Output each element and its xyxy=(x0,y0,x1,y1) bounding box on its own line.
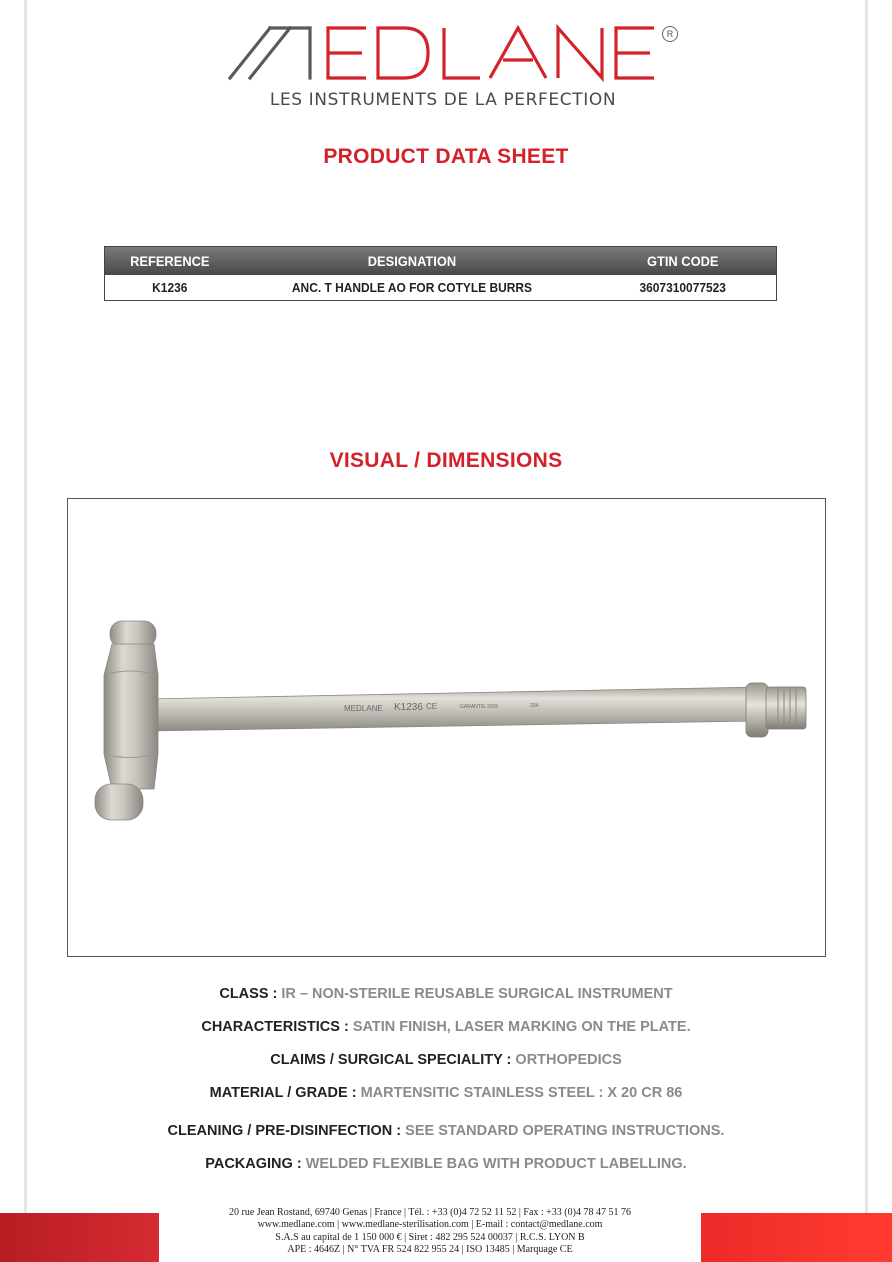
spec-material: MATERIAL / GRADE : MARTENSITIC STAINLESS STEEL : X 20 CR 86 xyxy=(209,1085,683,1101)
t-handle-illustration xyxy=(68,499,825,956)
registered-mark: R xyxy=(662,26,678,42)
reference-table xyxy=(104,246,777,301)
product-visual-frame xyxy=(67,498,826,957)
footer-registration: APE : 4646Z | N° TVA FR 524 822 955 24 | ISO 13485 | Marquage CE xyxy=(287,1244,573,1256)
spec-cleaning: CLEANING / PRE-DISINFECTION : SEE STANDARD OPERATING INSTRUCTIONS. xyxy=(167,1123,725,1139)
table-row xyxy=(105,274,776,300)
page-border-right xyxy=(865,0,868,1262)
footer-legal: S.A.S au capital de 1 150 000 € | Siret : 482 295 524 00037 | R.C.S. LYON B xyxy=(275,1231,585,1243)
medlane-logo-mark xyxy=(228,24,668,84)
t-handle-grip xyxy=(95,621,158,820)
footer-accent-right xyxy=(701,1213,892,1262)
footer-accent-left xyxy=(0,1213,159,1262)
shaft xyxy=(148,687,758,731)
cell-reference: K1236 xyxy=(152,280,188,295)
engraving-mark: 204 xyxy=(530,703,539,709)
product-data-sheet-title: PRODUCT DATA SHEET xyxy=(323,145,569,168)
footer-web: www.medlane.com | www.medlane-sterilisation.com | E-mail : contact@medlane.com xyxy=(257,1219,603,1231)
visual-dimensions-title: VISUAL / DIMENSIONS xyxy=(329,449,563,472)
spec-characteristics: CHARACTERISTICS : SATIN FINISH, LASER MARKING ON THE PLATE. xyxy=(201,1019,691,1035)
spec-claims: CLAIMS / SURGICAL SPECIALITY : ORTHOPEDICS xyxy=(270,1052,622,1068)
header-designation: DESIGNATION xyxy=(367,252,456,269)
header-reference: REFERENCE xyxy=(130,252,210,269)
engraving-guarantee: GARANTIE 2015 xyxy=(460,704,499,710)
cell-gtin-code: 3607310077523 xyxy=(639,280,726,295)
spec-class: CLASS : IR – NON-STERILE REUSABLE SURGICAL INSTRUMENT xyxy=(219,986,673,1002)
company-footer xyxy=(159,1207,701,1257)
cell-designation: ANC. T HANDLE AO FOR COTYLE BURRS xyxy=(291,280,532,295)
engraving-reference: K1236 xyxy=(394,702,423,713)
page-border-left xyxy=(24,0,27,1262)
ao-connector xyxy=(746,683,806,737)
spec-packaging: PACKAGING : WELDED FLEXIBLE BAG WITH PRODUCT LABELLING. xyxy=(205,1156,687,1172)
engraving-brand: MEDLANE xyxy=(344,704,383,713)
reference-table-header xyxy=(105,247,776,274)
footer-address: 20 rue Jean Rostand, 69740 Genas | France | Tél. : +33 (0)4 72 52 11 52 | Fax : +33 (0)4 78 47 51 76 xyxy=(229,1207,631,1218)
engraving-ce: CE xyxy=(426,702,438,711)
header-gtin-code: GTIN CODE xyxy=(646,252,719,269)
brand-tagline: LES INSTRUMENTS DE LA PERFECTION xyxy=(269,90,617,110)
